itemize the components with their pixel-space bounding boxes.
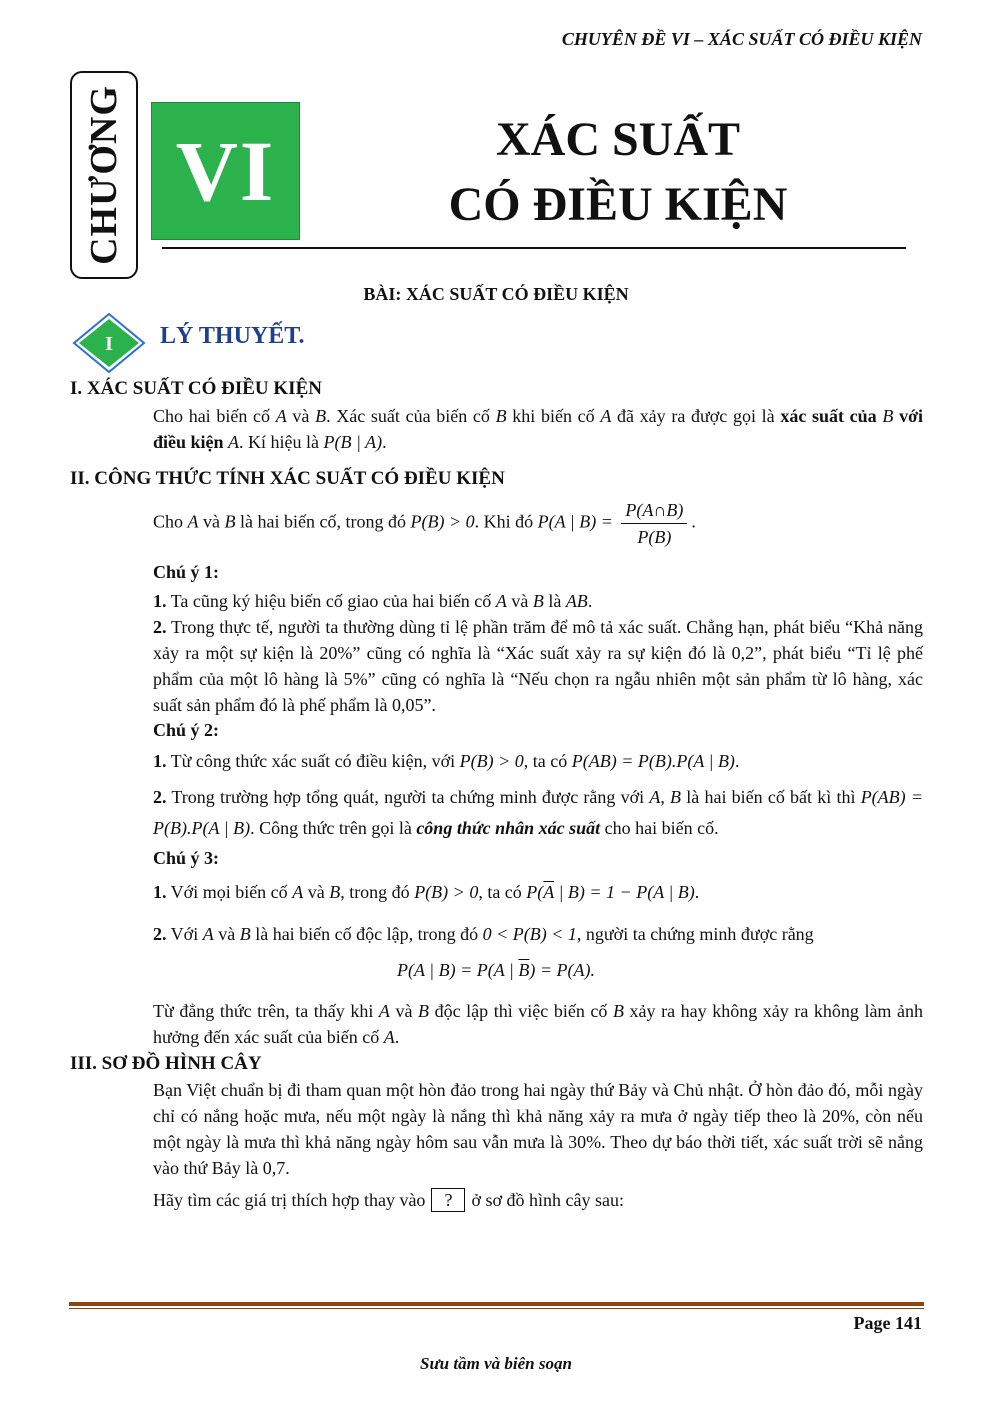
section-heading-2: II. CÔNG THỨC TÍNH XÁC SUẤT CÓ ĐIỀU KIỆN [70,468,505,489]
diamond-badge-icon [69,313,149,373]
note-3-title: Chú ý 3: [153,848,220,868]
chapter-number-box [151,102,300,240]
running-header: CHUYÊN ĐỀ VI – XÁC SUẤT CÓ ĐIỀU KIỆN [561,29,922,49]
note-1-title: Chú ý 1: [153,562,220,582]
part-label: LÝ THUYẾT. [160,323,305,349]
conditional-probability-fraction: $\frac{P(A\cap B)}{P(B)}$ [621,497,687,550]
lesson-title: BÀI: XÁC SUẤT CÓ ĐIỀU KIỆN [363,284,629,304]
note-1-item-1: 1. Ta cũng ký hiệu biến cố giao của hai biến cố A và B là AB. [153,591,593,611]
note-3-item-2: 2. Với A và B là hai biến cố độc lập, trong đó 0 < P(B) < 1, người ta chứng minh được rằng [153,924,814,944]
note-2-item-2: 2. Trong trường hợp tổng quát, người ta chứng minh được rằng với A, B là hai biến cố bất kì thì P(AB) = P(B).P(A | B). Công thức trên gọi là công thức nhân xác suất cho hai biến cố. [153,787,924,838]
note-3-centered-formula: P(A | B) = P(A | $\overline{B}) = P(A)$. [397,960,595,980]
svg-text:I: I [105,333,113,355]
section-heading-1: I. XÁC SUẤT CÓ ĐIỀU KIỆN [70,378,322,399]
chapter-word: CHƯƠNG [83,85,125,265]
note-3-conclusion: Từ đẳng thức trên, ta thấy khi A và B độc lập thì việc biến cố B xảy ra hay không xảy ra không làm ảnh hưởng đến xác suất của biến cố A. [153,1001,923,1047]
page-number: Page 141 [853,1313,922,1333]
section-3-instruction: Hãy tìm các giá trị thích hợp thay vào ? ở sơ đồ hình cây sau: [153,1190,624,1210]
chapter-title-line1: XÁC SUẤT [495,113,741,166]
section-1-paragraph: Cho hai biến cố A và B. Xác suất của biến cố B khi biến cố A đã xảy ra được gọi là xác suất của B với điều kiện A. Kí hiệu là P(B | A). [153,406,924,452]
part-badge [69,313,149,373]
chapter-title-line2: CÓ ĐIỀU KIỆN [448,178,788,231]
note-1-item-2: 2. Trong thực tế, người ta thường dùng tỉ lệ phần trăm để mô tả xác suất. Chẳng hạn, phát biểu “Khả năng xảy ra một sự kiện là 20%” cũng có nghĩa là “Xác suất xảy ra sự kiện đó là 0,2”, phát biểu “Tỉ lệ phế phẩm của một lô hàng là 5%” cũng có nghĩa là “Nếu chọn ra ngẫu nhiên một sản phẩm từ lô hàng, xác suất sản phẩm đó là phế phẩm là 0,05”. [153,617,923,715]
section-heading-3: III. SƠ ĐỒ HÌNH CÂY [70,1053,262,1074]
note-2-item-1: 1. Từ công thức xác suất có điều kiện, với P(B) > 0, ta có P(AB) = P(B).P(A | B). [153,751,740,771]
placeholder-box: ? [431,1188,465,1212]
footer-credit: Sưu tầm và biên soạn [420,1354,572,1373]
title-divider [162,247,906,249]
footer-rule-thick [69,1302,924,1306]
chapter-label-box [70,71,138,279]
note-2-title: Chú ý 2: [153,720,220,740]
chapter-number: VI [175,123,276,219]
section-3-problem: Bạn Việt chuẩn bị đi tham quan một hòn đảo trong hai ngày thứ Bảy và Chủ nhật. Ở hòn đảo đó, mỗi ngày chỉ có nắng hoặc mưa, nếu một ngày là nắng thì khả năng xảy ra mưa ở ngày tiếp theo là 20%, còn nếu một ngày là mưa thì khả năng ngày hôm sau vẫn mưa là 30%. Theo dự báo thời tiết, xác suất trời sẽ nắng vào thứ Bảy là 0,7. [153,1080,923,1178]
note-3-item-1: 1. Với mọi biến cố A và B, trong đó P(B) > 0, ta có $P(\overline{A}$ | B) = 1 − P(A | B). [153,882,700,902]
footer-rule-thin [69,1308,924,1309]
section-2-formula-line: Cho A và B là hai biến cố, trong đó P(B) > 0. Khi đó P(A | B) = $\frac{P(A\cap B)}{P(B)}$ . [153,497,923,550]
